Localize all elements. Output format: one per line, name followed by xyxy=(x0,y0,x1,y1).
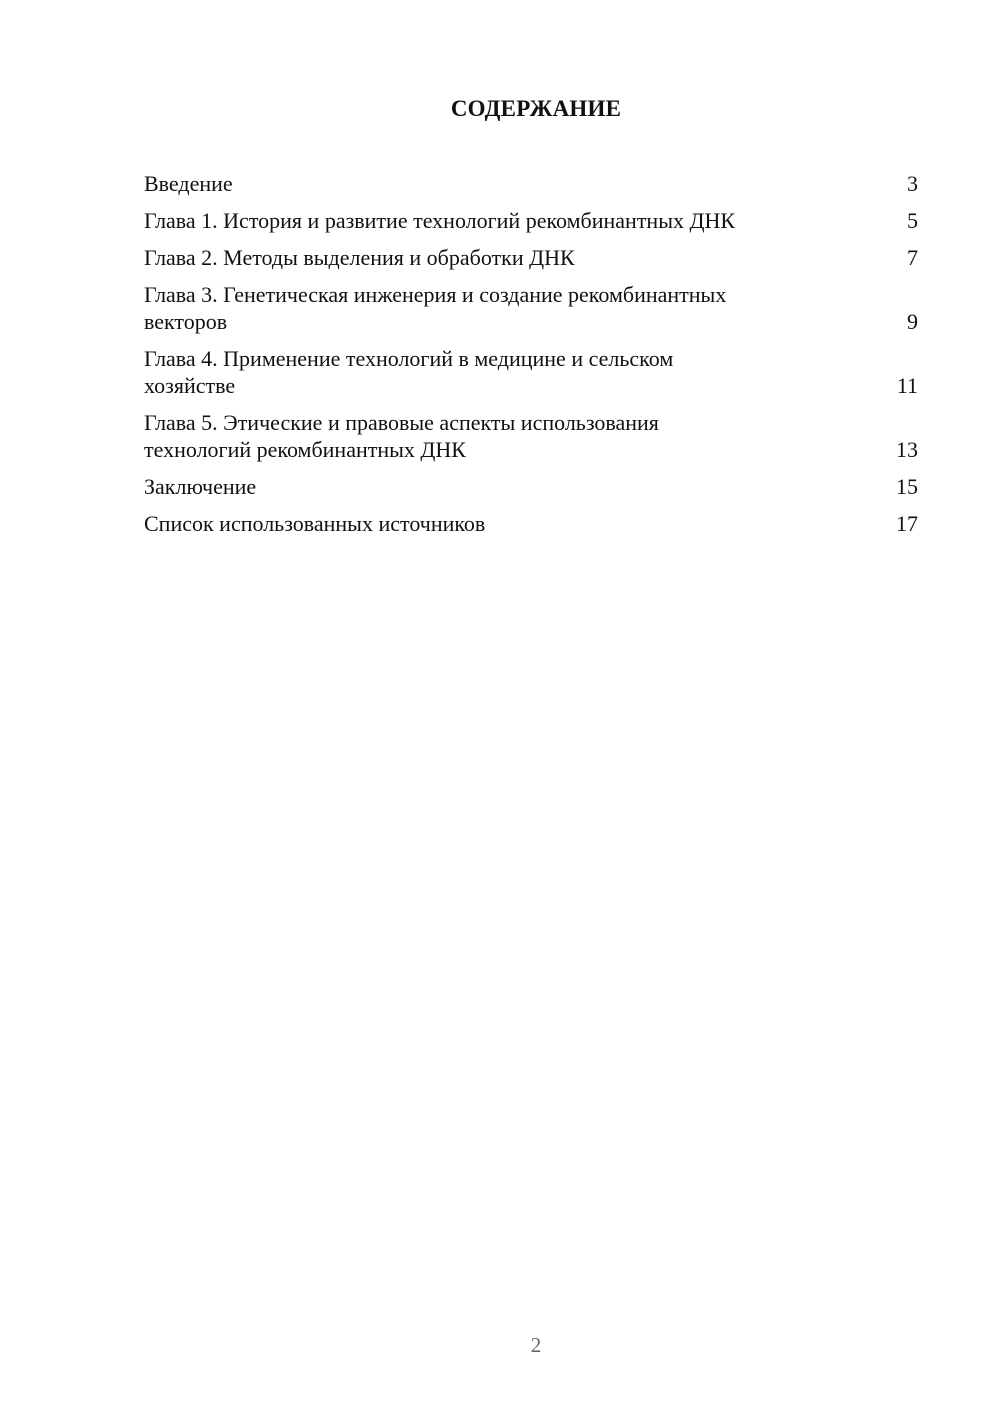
toc-entry-line: векторов xyxy=(144,309,228,334)
toc-entry-line: технологий рекомбинантных ДНК xyxy=(144,437,466,462)
toc-entry-page: 3 xyxy=(907,171,918,196)
toc-entry-introduction xyxy=(144,170,918,197)
toc-entry-chapter-4 xyxy=(144,345,918,399)
toc-entry-label xyxy=(144,510,888,537)
toc-entry-label xyxy=(144,207,888,234)
toc-entry-label xyxy=(144,409,888,463)
toc-entry-references xyxy=(144,510,918,537)
page-number: 2 xyxy=(530,1333,542,1357)
toc-entry-label xyxy=(144,345,888,399)
toc-entry-page: 17 xyxy=(896,511,918,536)
toc-entry-conclusion xyxy=(144,473,918,500)
toc-entry-page: 5 xyxy=(907,208,918,233)
toc-entry-label xyxy=(144,244,888,271)
table-of-contents xyxy=(144,170,918,547)
toc-entry-chapter-3 xyxy=(144,281,918,335)
toc-entry-line: Список использованных источников xyxy=(144,511,486,536)
toc-entry-page: 9 xyxy=(907,309,918,334)
toc-entry-page: 15 xyxy=(896,474,918,499)
toc-entry-line: Глава 5. Этические и правовые аспекты использования xyxy=(144,410,659,435)
toc-entry-label xyxy=(144,281,888,335)
page-title: СОДЕРЖАНИЕ xyxy=(450,96,622,121)
toc-entry-page: 11 xyxy=(896,373,918,398)
toc-entry-line: Заключение xyxy=(144,474,257,499)
toc-entry-chapter-5 xyxy=(144,409,918,463)
toc-entry-chapter-1 xyxy=(144,207,918,234)
toc-entry-label xyxy=(144,473,888,500)
toc-entry-line: Глава 3. Генетическая инженерия и создание рекомбинантных xyxy=(144,282,727,307)
toc-entry-line: Глава 2. Методы выделения и обработки ДНК xyxy=(144,245,575,270)
toc-entry-label xyxy=(144,170,888,197)
toc-entry-line: Глава 1. История и развитие технологий рекомбинантных ДНК xyxy=(144,208,736,233)
toc-entry-line: Глава 4. Применение технологий в медицине и сельском xyxy=(144,346,674,371)
toc-entry-line: Введение xyxy=(144,171,233,196)
toc-entry-page: 7 xyxy=(907,245,918,270)
toc-entry-chapter-2 xyxy=(144,244,918,271)
toc-entry-line: хозяйстве xyxy=(144,373,236,398)
toc-entry-page: 13 xyxy=(896,437,918,462)
